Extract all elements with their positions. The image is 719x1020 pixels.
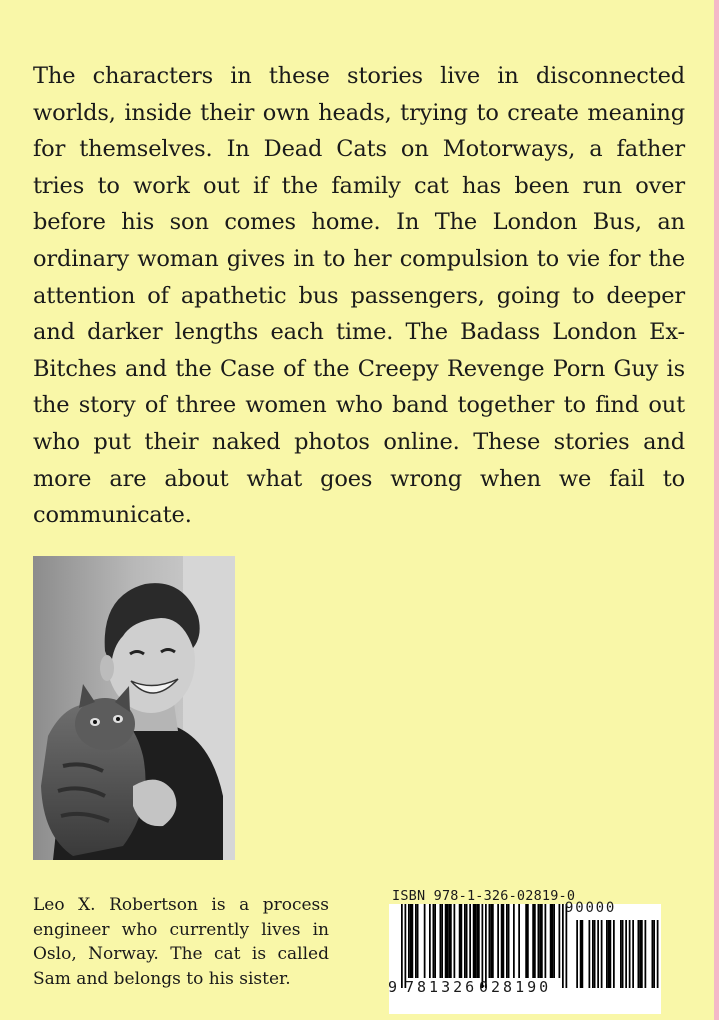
addon-bar-8 — [606, 920, 608, 988]
ean-bar-5 — [415, 904, 417, 978]
ean-bar-26 — [478, 904, 480, 978]
isbn-label: ISBN 978-1-326-02819-0 — [392, 888, 576, 904]
ean-bar-39 — [525, 904, 527, 978]
ean-bar-49 — [553, 904, 555, 978]
ean-bar-16 — [450, 904, 452, 978]
addon-bar-11 — [613, 920, 615, 988]
ean-bar-43 — [538, 904, 540, 978]
addon-bar-6 — [597, 920, 599, 988]
ean-bar-9 — [433, 904, 435, 978]
ean-bar-35 — [506, 904, 508, 978]
addon-bar-3 — [589, 920, 591, 988]
ean-bar-18 — [459, 904, 461, 978]
ean-bar-3 — [410, 904, 412, 978]
ean-bar-19 — [461, 904, 463, 978]
addon-bar-23 — [657, 920, 659, 988]
addon-bar-17 — [638, 920, 640, 988]
ean-left-digits: 781326 — [405, 978, 478, 996]
isbn-barcode — [389, 888, 661, 1014]
ean-bar-0 — [401, 904, 403, 988]
addon-digits: 90000 — [565, 900, 617, 916]
ean-bar-28 — [485, 904, 487, 988]
ean-bar-13 — [445, 904, 447, 978]
addon-bar-0 — [576, 920, 578, 988]
ean-bar-36 — [508, 904, 510, 978]
ean-bar-1 — [405, 904, 407, 988]
ean-bar-4 — [412, 904, 414, 978]
addon-bar-21 — [652, 920, 654, 988]
addon-bar-12 — [620, 920, 622, 988]
author-bio: Leo X. Robertson is a process engineer who currently lives in Oslo, Norway. The cat is called Sam and belongs to his sister. — [33, 895, 329, 989]
ean-bar-52 — [566, 904, 568, 988]
addon-bar-18 — [639, 920, 641, 988]
ean-bar-12 — [441, 904, 443, 978]
ean-bar-40 — [527, 904, 529, 978]
addon-bar-20 — [645, 920, 647, 988]
ean-bar-46 — [545, 904, 547, 978]
ean-bar-20 — [464, 904, 466, 978]
addon-bar-13 — [622, 920, 624, 988]
addon-bar-5 — [594, 920, 596, 988]
ean-bar-31 — [492, 904, 494, 978]
ean-bar-32 — [497, 904, 499, 978]
addon-bar-19 — [641, 920, 643, 988]
ean-bar-15 — [448, 904, 450, 978]
cover-edge-stripe — [714, 0, 719, 1020]
ean-bar-6 — [417, 904, 419, 978]
author-photo — [33, 556, 235, 860]
back-cover-blurb: The characters in these stories live in disconnected worlds, inside their own heads, trying to create meaning for themselves. In Dead Cats on Motorways, a father tries to work out if the family cat has been run over before his son comes home. In The London Bus, an ordinary woman gives in to her compulsion to vie for the attention of apathetic bus passengers, going to deeper and darker lengths each time. The Badass London Ex-Bitches and the Case of the Creepy Revenge Porn Guy is the story of three women who band together to find out who put their naked photos online. These stories and more are about what goes wrong when we fail to communicate. — [33, 63, 685, 529]
ean-bar-23 — [473, 904, 475, 978]
ean-bar-37 — [513, 904, 515, 978]
ean-bar-34 — [503, 904, 505, 978]
ean-bar-44 — [539, 904, 541, 978]
addon-bar-9 — [608, 920, 610, 988]
addon-bar-7 — [601, 920, 603, 988]
barcode-bars — [389, 904, 661, 1014]
addon-bar-16 — [632, 920, 634, 988]
ean-right-digits: 028190 — [479, 978, 552, 996]
ean-bar-17 — [454, 904, 456, 978]
ean-bar-48 — [552, 904, 554, 978]
ean-bar-41 — [532, 904, 534, 978]
ean-lead-digit: 9 — [388, 978, 398, 996]
ean-bar-27 — [482, 904, 484, 988]
addon-bar-10 — [610, 920, 612, 988]
ean-bar-42 — [534, 904, 536, 978]
ean-bar-30 — [490, 904, 492, 978]
ean-bar-11 — [440, 904, 442, 978]
ean-bar-38 — [518, 904, 520, 978]
ean-bar-10 — [434, 904, 436, 978]
addon-bar-2 — [582, 920, 584, 988]
ean-bar-21 — [466, 904, 468, 978]
ean-bar-14 — [447, 904, 449, 978]
ean-bar-50 — [559, 904, 561, 978]
ean-bar-22 — [469, 904, 471, 978]
addon-bar-14 — [625, 920, 627, 988]
ean-bar-45 — [541, 904, 543, 978]
ean-bar-51 — [562, 904, 564, 988]
ean-bar-2 — [408, 904, 410, 978]
author-with-cat-image — [33, 556, 235, 860]
ean-bar-29 — [489, 904, 491, 978]
addon-bar-4 — [592, 920, 594, 988]
addon-bar-15 — [629, 920, 631, 988]
ean-bar-25 — [476, 904, 478, 978]
ean-bar-8 — [429, 904, 431, 978]
ean-bar-47 — [550, 904, 552, 978]
addon-bar-22 — [653, 920, 655, 988]
addon-bar-1 — [580, 920, 582, 988]
ean-bar-24 — [475, 904, 477, 978]
ean-bar-7 — [424, 904, 426, 978]
ean-bar-33 — [501, 904, 503, 978]
